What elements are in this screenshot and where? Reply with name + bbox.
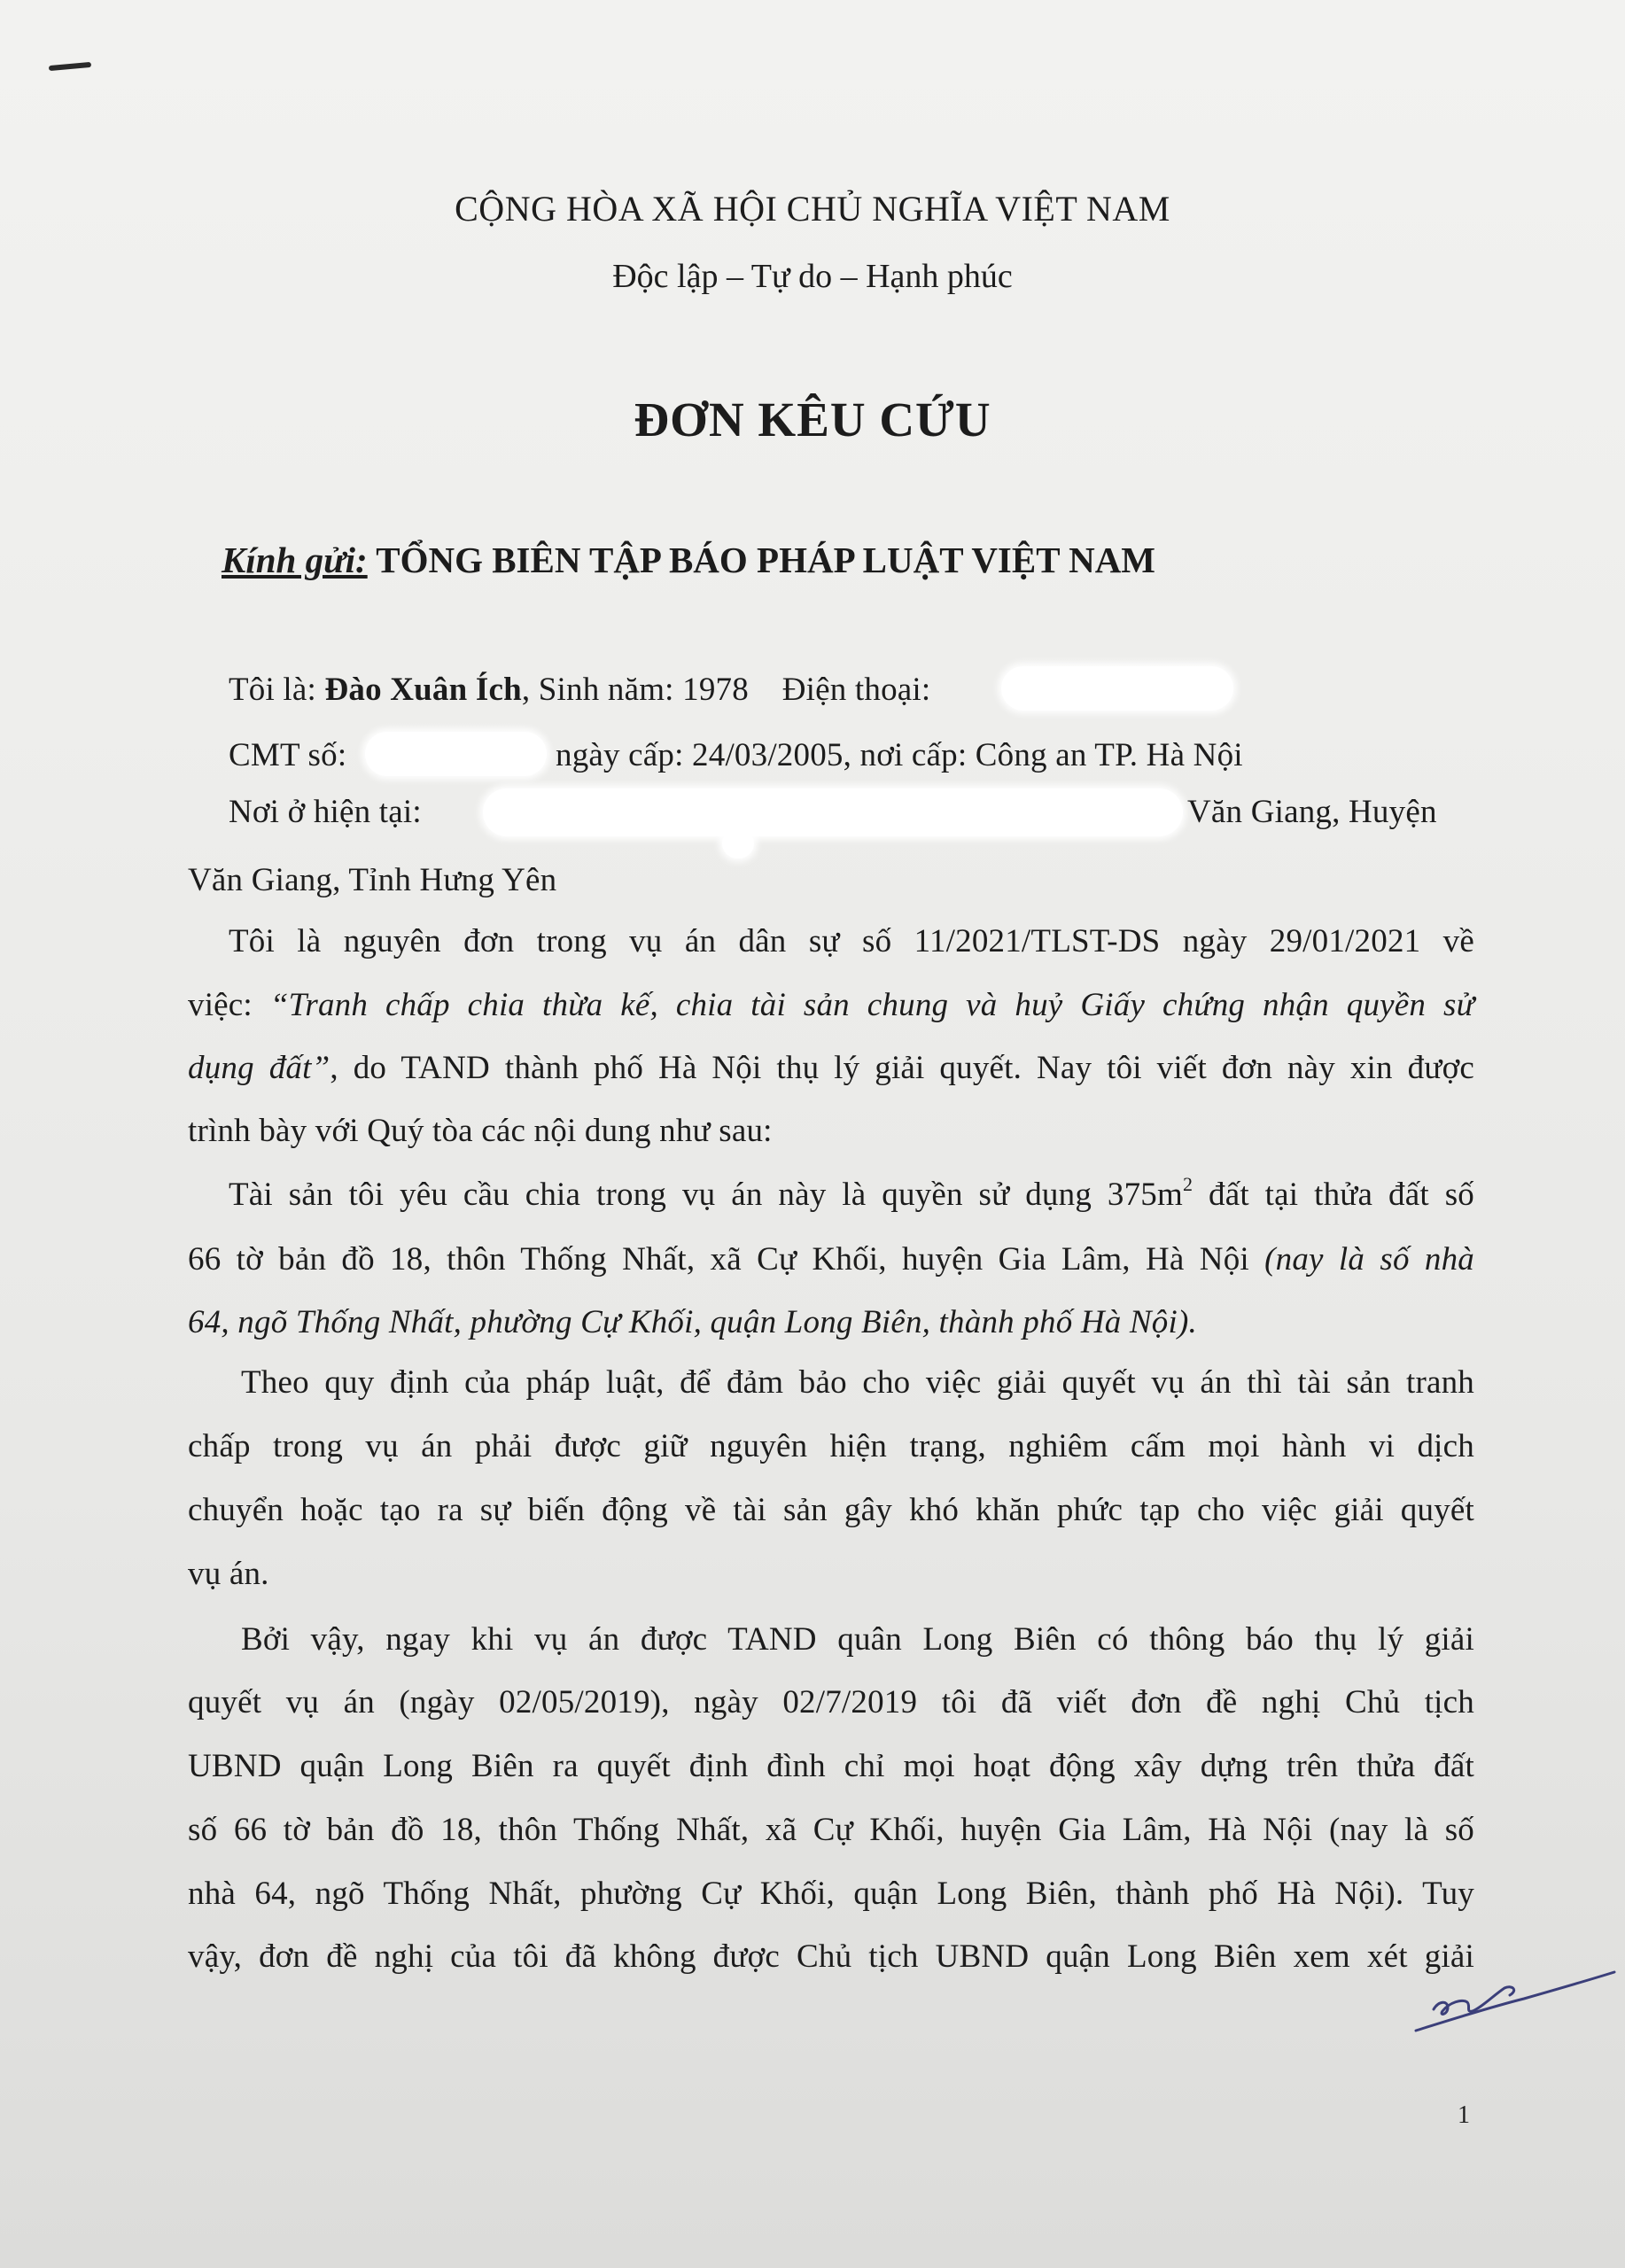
country-header: CỘNG HÒA XÃ HỘI CHỦ NGHĨA VIỆT NAM — [455, 189, 1170, 229]
motto: Độc lập – Tự do – Hạnh phúc — [612, 258, 1013, 295]
para2-text: 66 tờ bản đồ 18, thôn Thống Nhất, xã Cự Khối, huyện Gia Lâm, Hà Nội — [188, 1241, 1265, 1278]
redaction-id — [365, 732, 547, 776]
para3-line2: chấp trong vụ án phải được giữ nguyên hiện trạng, nghiêm cấm mọi hành vi dịch — [188, 1428, 1474, 1464]
para1-line1: Tôi là nguyên đơn trong vụ án dân sự số 11/2021/TLST-DS ngày 29/01/2021 về — [229, 923, 1474, 959]
applicant-name: Đào Xuân Ích — [324, 672, 522, 708]
para2-line1 — [229, 1173, 1474, 1213]
redaction-address — [483, 788, 1183, 836]
address-label: Nơi ở hiện tại: — [229, 794, 422, 830]
page-number: 1 — [1458, 2101, 1470, 2129]
para4-line5: nhà 64, ngõ Thống Nhất, phường Cự Khối, quận Long Biên, thành phố Hà Nội). Tuy — [188, 1876, 1474, 1912]
applicant-line-1 — [229, 673, 930, 706]
para3-line3: chuyển hoặc tạo ra sự biến động về tài sản gây khó khăn phức tạp cho việc giải quyết — [188, 1492, 1474, 1528]
para2-text: Tài sản tôi yêu cầu chia trong vụ án này là quyền sử dụng 375m — [229, 1177, 1183, 1213]
phone-label: Điện thoại: — [781, 672, 931, 708]
redaction-address-tail — [722, 828, 754, 858]
para1-line3 — [188, 1052, 1474, 1084]
case-title-end: dụng đất” — [188, 1050, 330, 1086]
para2-line2 — [188, 1243, 1474, 1276]
para4-line3: UBND quận Long Biên ra quyết định đình chỉ mọi hoạt động xây dựng trên thửa đất — [188, 1748, 1474, 1784]
para1-line2 — [188, 989, 1474, 1021]
para2-italic: (nay là số nhà — [1264, 1241, 1474, 1278]
recipient-line — [222, 539, 1155, 581]
para4-line4: số 66 tờ bản đồ 18, thôn Thống Nhất, xã Cự Khối, huyện Gia Lâm, Hà Nội (nay là số — [188, 1812, 1474, 1848]
para4-line2: quyết vụ án (ngày 02/05/2019), ngày 02/7/2019 tôi đã viết đơn đề nghị Chủ tịch — [188, 1684, 1474, 1720]
case-title: “Tranh chấp chia thừa kế, chia tài sản chung và huỷ Giấy chứng nhận quyền sử — [269, 987, 1474, 1023]
para1-line4: trình bày với Quý tòa các nội dung như sau: — [188, 1113, 773, 1149]
superscript-2: 2 — [1182, 1173, 1193, 1195]
id-issue-info: ngày cấp: 24/03/2005, nơi cấp: Công an TP. Hà Nội — [556, 737, 1243, 773]
document-title: ĐƠN KÊU CỨU — [634, 392, 991, 447]
recipient-label: Kính gửi: — [222, 540, 368, 580]
id-label: CMT số: — [229, 737, 347, 773]
applicant-line-2 — [229, 739, 346, 772]
redaction-phone — [1001, 666, 1233, 711]
address-suffix: Văn Giang, Huyện — [1187, 794, 1437, 830]
para3-line4: vụ án. — [188, 1556, 269, 1592]
para1-text: , do TAND thành phố Hà Nội thụ lý giải quyết. Nay tôi viết đơn này xin được — [330, 1050, 1474, 1086]
para1-text: việc: — [188, 987, 270, 1023]
signature-initials — [1409, 1949, 1621, 2047]
name-label: Tôi là: — [229, 672, 317, 708]
para3-line1: Theo quy định của pháp luật, để đảm bảo cho việc giải quyết vụ án thì tài sản tranh — [241, 1364, 1474, 1401]
birth-year: , Sinh năm: 1978 — [521, 672, 749, 708]
para2-line3: 64, ngõ Thống Nhất, phường Cự Khối, quận Long Biên, thành phố Hà Nội). — [188, 1304, 1197, 1340]
pen-mark — [49, 62, 91, 71]
para4-line1: Bởi vậy, ngay khi vụ án được TAND quân Long Biên có thông báo thụ lý giải — [241, 1621, 1474, 1658]
para2-text: đất tại thửa đất số — [1193, 1177, 1474, 1213]
address-line-2: Văn Giang, Tỉnh Hưng Yên — [188, 862, 557, 898]
recipient-name: TỔNG BIÊN TẬP BÁO PHÁP LUẬT VIỆT NAM — [376, 540, 1155, 580]
para4-line6: vậy, đơn đề nghị của tôi đã không được Chủ tịch UBND quận Long Biên xem xét giải — [188, 1938, 1474, 1975]
